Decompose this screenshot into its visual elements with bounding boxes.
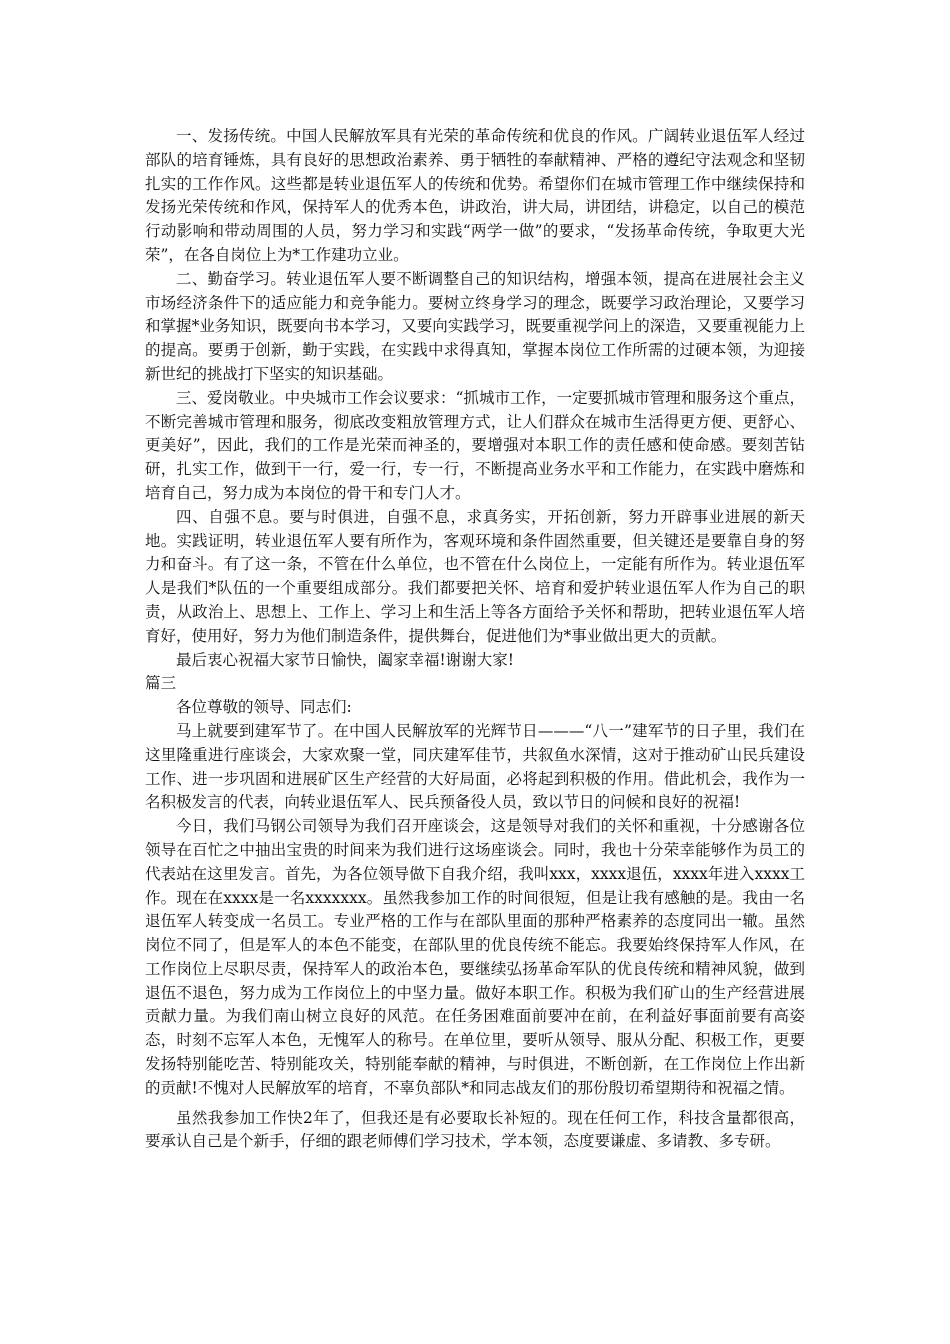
- paragraph-closing-wishes: 最后衷心祝福大家节日愉快，阖家幸福!谢谢大家!: [176, 650, 514, 669]
- paragraph-study: 二、勤奋学习。转业退伍军人要不断调整自己的知识结构，增强本领，提高在进展社会主义市场经济条件下的适应能力和竞争能力。要树立终身学习的理念，既要学习政治理论，又要学习和掌握*业务知识，既要向书本学习，又要向实践学习，既要重视学问上的深造，又要重视能力上的提高。要勇于创新，勤于实践，在实践中求得真知，掌握本岗位工作所需的过硬本领，为迎接新世纪的挑战打下坚实的知识基础。: [145, 269, 805, 383]
- paragraph-dedication: 三、爱岗敬业。中央城市工作会议要求：“抓城市工作，一定要抓城市管理和服务这个重点，不断完善城市管理和服务，彻底改变粗放管理方式，让人们群众在城市生活得更方便、更舒心、更美好”，因此，我们的工作是光荣而神圣的，要增强对本职工作的责任感和使命感。要刻苦钻研，扎实工作，做到干一行，爱一行，专一行，不断提高业务水平和工作能力，在实践中磨炼和培育自己，努力成为本岗位的骨干和专门人才。: [145, 388, 805, 502]
- greeting: 各位尊敬的领导、同志们:: [176, 698, 352, 717]
- paragraph-self-improvement: 四、自强不息。要与时俱进，自强不息，求真务实，开拓创新，努力开辟事业进展的新天地。实践证明，转业退伍军人要有所作为，客观环境和条件固然重要，但关键还是要靠自身的努力和奋斗。有了这一条，不管在什么单位，也不管在什么岗位上，一定能有所作为。转业退伍军人是我们*队伍的一个重要组成部分。我们都要把关怀、培育和爱护转业退伍军人作为自己的职责，从政治上、思想上、工作上、学习上和生活上等各方面给予关怀和帮助，把转业退伍军人培育好，使用好，努力为他们制造条件，提供舞台，促进他们为*事业做出更大的贡献。: [145, 507, 805, 645]
- paragraph-tradition: 一、发扬传统。中国人民解放军具有光荣的革命传统和优良的作风。广阔转业退伍军人经过部队的培育锤炼，具有良好的思想政治素养、勇于牺牲的奉献精神、严格的遵纪守法观念和坚韧扎实的工作作风。这些都是转业退伍军人的传统和优势。希望你们在城市管理工作中继续保持和发扬光荣传统和作风，保持军人的优秀本色，讲政治，讲大局，讲团结，讲稳定，以自己的模范行动影响和带动周围的人员，努力学习和实践“两学一做”的要求，“发扬革命传统，争取更大光荣”，在各自岗位上为*工作建功立业。: [145, 127, 805, 264]
- paragraph-army-day: 马上就要到建军节了。在中国人民解放军的光辉节日———“八一”建军节的日子里，我们在这里隆重进行座谈会，大家欢聚一堂，同庆建军佳节，共叙鱼水深情，这对于推动矿山民兵建设工作、进一步巩固和进展矿区生产经营的大好局面，必将起到积极的作用。借此机会，我作为一名积极发言的代表，向转业退伍军人、民兵预备役人员，致以节日的问候和良好的祝福!: [145, 721, 805, 812]
- paragraph-self-introduction: 今日，我们马钢公司领导为我们召开座谈会，这是领导对我们的关怀和重视，十分感谢各位领导在百忙之中抽出宝贵的时间来为我们进行这场座谈会。同时，我也十分荣幸能够作为员工的代表站在这里发言。首先，为各位领导做下自我介绍，我叫xxx，xxxx退伍，xxxx年进入xxxx工作。现在在xxxx是一名xxxxxxx。虽然我参加工作的时间很短，但是让我有感触的是。我由一名退伍军人转变成一名员工。专业严格的工作与在部队里面的那种严格素养的态度同出一辙。虽然岗位不同了，但是军人的本色不能变，在部队里的优良传统不能忘。我要始终保持军人作风，在工作岗位上尽职尽责，保持军人的政治本色，要继续弘扬革命军队的优良传统和精神风貌，做到退伍不退色，努力成为工作岗位上的中坚力量。做好本职工作。积极为我们矿山的生产经营进展贡献力量。为我们南山树立良好的风范。在任务困难面前要冲在前，在利益好事面前要有高姿态，时刻不忘军人本色，无愧军人的称号。在单位里，要听从领导、服从分配、积极工作，更要发扬特别能吃苦、特别能攻关，特别能奉献的精神，与时俱进，不断创新，在工作岗位上作出新的贡献!不愧对人民解放军的培育，不辜负部队*和同志战友们的那份殷切希望期待和祝福之情。: [145, 817, 805, 1097]
- paragraph-learning: 虽然我参加工作快2年了，但我还是有必要取长补短的。现在任何工作，科技含量都很高，要承认自己是个新手，仔细的跟老师傅们学习技术，学本领，态度要谦虚、多请教、多专研。: [145, 1108, 805, 1151]
- section-title: 篇三: [145, 674, 177, 693]
- document-page: [145, 125, 805, 1154]
